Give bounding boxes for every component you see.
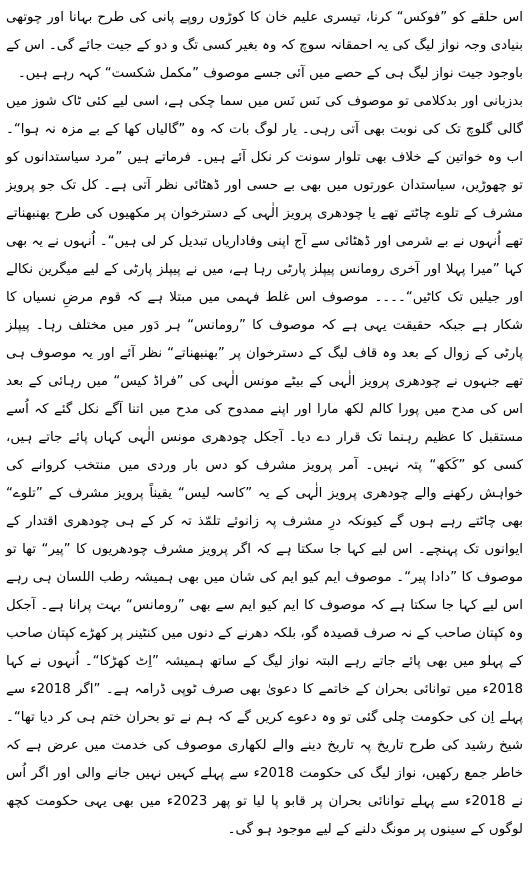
- article-body: [6, 4, 523, 844]
- paragraph-2: بدزبانی اور بدکلامی تو موصوف کی نَس نَس میں سما چکی ہے، اسی لیے کئی ٹاک شوز میں گالی گلوچ تک کی نوبت بھی آتی رہی۔ یار لوگ بات کہ وہ ”گالیاں کھا کے بے مزہ نہ ہوا“۔ اب وہ خواتین کے خلاف بھی تلوار سونت کر نکل آئے ہیں۔ فرماتے ہیں ”مرد سیاستدانوں کو تو چھوڑیں، سیاستدان عورتوں میں بھی بے حسی اور ڈھٹائی نظر آتی ہے۔ کل تک جو پرویز مشرف کے تلوے چاٹتے تھے یا چودھری پرویز الٰہی کے دسترخوان پر مکھیوں کی طرح بھنبھناتے تھے اُنہوں نے بے شرمی اور ڈھٹائی سے آج اپنی وفاداریاں تبدیل کر لی ہیں“۔ اُنہوں نے یہ بھی کہا ”میرا پہلا اور آخری رومانس پیپلز پارٹی رہا ہے، میں نے پیپلز پارٹی کے لیے میگرین نکالے اور جیلیں تک کاٹیں“۔۔۔۔ موصوف اس غلط فہمی میں مبتلا ہے کہ قوم مرضِ نسیاں کا شکار ہے جبکہ حقیقت یہی ہے کہ موصوف کا ”رومانس“ ہر دَور میں مختلف رہا۔ پیپلز پارٹی کے زوال کے بعد وہ قاف لیگ کے دسترخوان پر ”بھنبھناتے“ نظر آئے اور یہ موصوف ہی تھے جنہوں نے چودھری پرویز الٰہی کے بیٹے مونس الٰہی کی ”فراڈ کیس“ میں رہائی کے بعد اس کی مدح میں پورا کالم لکھ مارا اور اپنے ممدوح کی مدح میں اتنا آگے نکل گئے کہ اُسے مستقبل کا عظیم رہنما تک قرار دے دیا۔ آجکل چودھری مونس الٰہی کہاں پائے جاتے ہیں، کسی کو ”کَکھ“ پتہ نہیں۔ آمر پرویز مشرف کو دس بار وردی میں منتخب کروانے کی خواہش رکھنے والے چودھری پرویز الٰہی کے یہ ”کاسہ لیس“ یقیناً پرویز مشرف کے ”تلوے“ بھی چاٹتے رہے ہوں گے کیونکہ درِ مشرف پہ زانوئے تلمّذ تہ کر کے ہی چودھری اقتدار کے ایوانوں تک پہنچے۔ اس لیے کہا جا سکتا ہے کہ اگر پرویز مشرف چودھریوں کا ”پیر“ تھا تو موصوف کا ”دادا پیر“۔ موصوف ایم کیو ایم کی شان میں بھی ہمیشہ رطب اللسان ہی رہے اس لیے کہا جا سکتا ہے کہ موصوف کا ایم کیو ایم سے بھی ”رومانس“ بہت پرانا ہے۔ آجکل وہ کپتان صاحب کے نہ صرف قصیدہ گو، بلکہ دھرنے کے دنوں میں کنٹینر پر کھڑے کپتان صاحب کے پہلو میں بھی پائے جاتے رہے البتہ نواز لیگ کے ساتھ ہمیشہ ”اِٹ کھڑکا“۔ اُنہوں نے کہا 2018ء میں توانائی بحران کے خاتمے کا دعویٰ بھی صرف ٹوپی ڈرامہ ہے۔ ”اگر 2018ء سے پہلے اِن کی حکومت چلی گئی تو وہ دعوے کریں گے کہ ہم نے تو بحران ختم ہی کر دیا تھا“۔ شیخ رشید کی طرح تاریخ پہ تاریخ دینے والے لکھاری موصوف کی خدمت میں عرض ہے کہ خاطر جمع رکھیں، نواز لیگ کی حکومت 2018ء سے پہلے کہیں نہیں جانے والی اور اگر اُس نے 2018ء سے پہلے توانائی بحران پر قابو پا لیا تو پھر 2023ء میں بھی یہی حکومت کچھ لوگوں کے سینوں پر مونگ دلنے کے لیے موجود ہو گی۔: [6, 94, 523, 837]
- paragraph-1: اس حلقے کو ”فوکس“ کرنا، تیسری علیم خان کا کوڑوں روپے پانی کی طرح بہانا اور چوتھی بنیادی وجہ نواز لیگ کی یہ احمقانہ سوچ کہ وہ بغیر کسی تگ و دو کے جیت جائے گی۔ اس کے باوجود جیت نواز لیگ ہی کے حصے میں آئی جسے موصوف ”مکمل شکست“ کہہ رہے ہیں۔: [6, 10, 523, 81]
